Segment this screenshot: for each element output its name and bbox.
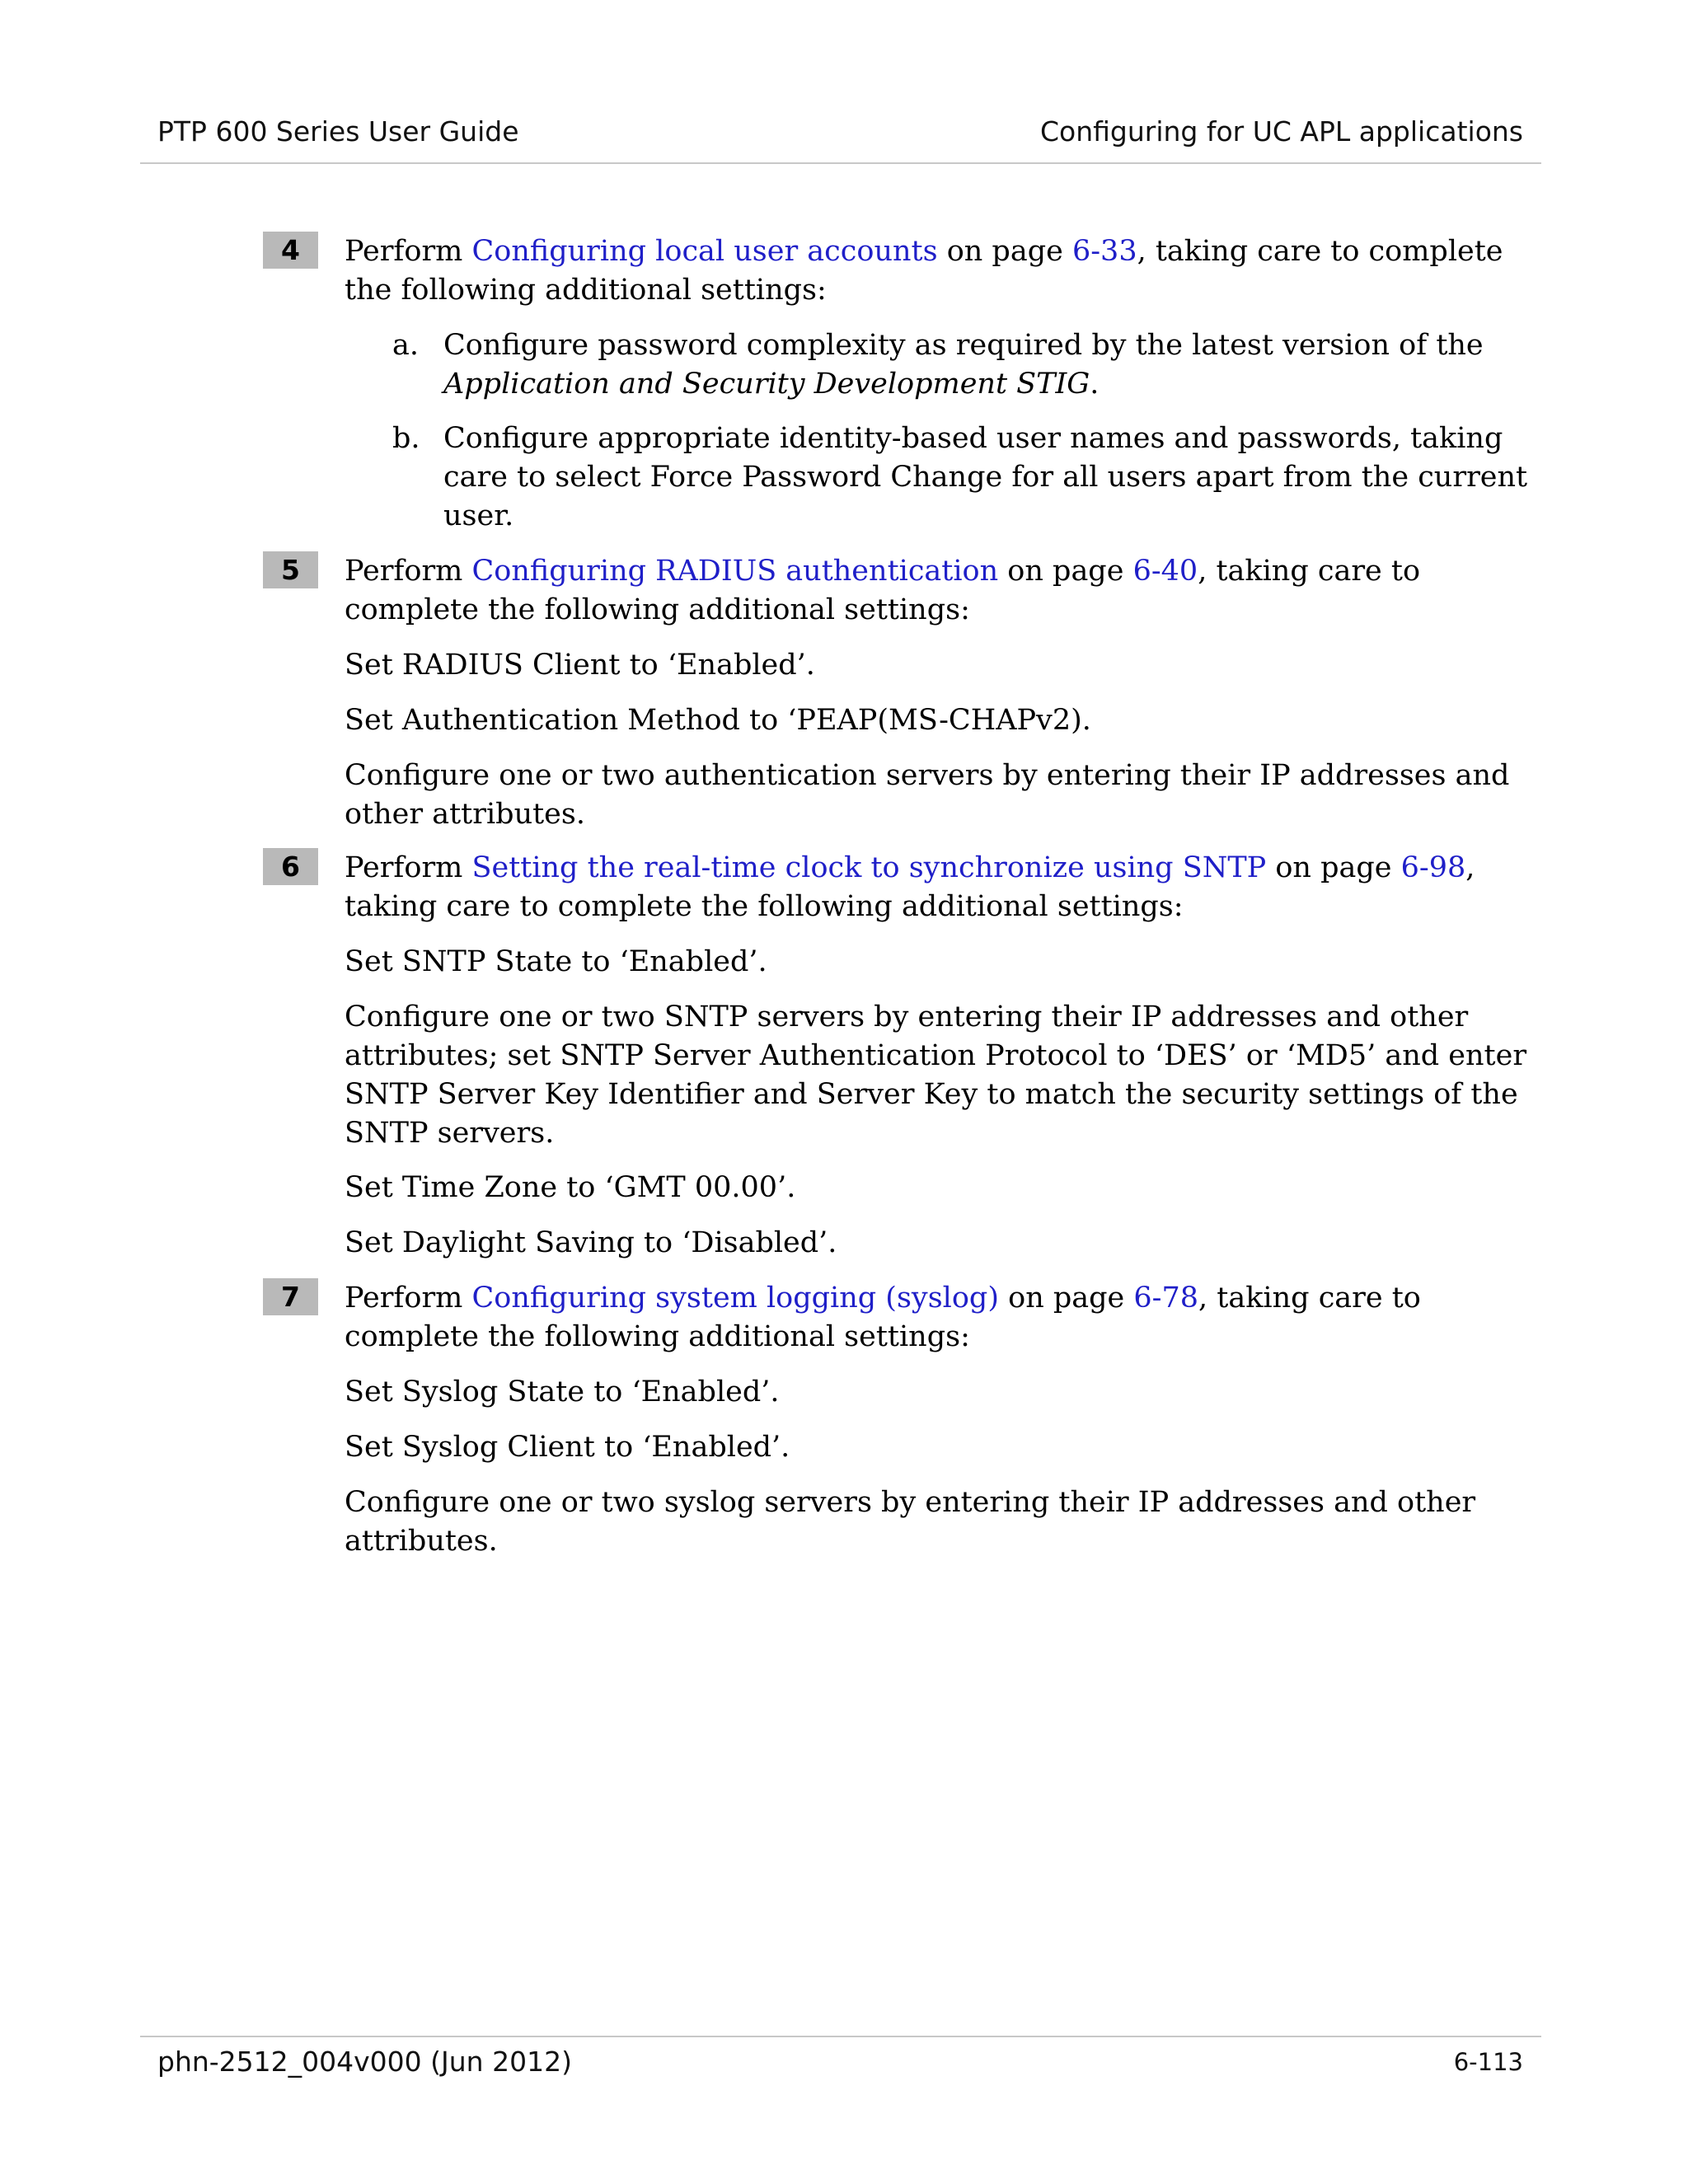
link-setting-real-time-clock-sntp[interactable]: Setting the real-time clock to synchronize using SNTP <box>471 851 1267 884</box>
step-5-setting: Configure one or two authentication servers by entering their IP addresses and other attributes. <box>345 759 1510 831</box>
step-5-setting: Set RADIUS Client to ‘Enabled’. <box>345 649 815 682</box>
step-7-setting: Configure one or two syslog servers by entering their IP addresses and other attributes. <box>345 1486 1476 1558</box>
step-6-intro: Perform Setting the real-time clock to synchronize using SNTP on page 6-98, taking care to complete the following additional settings: <box>345 851 1475 923</box>
running-header-title: PTP 600 Series User Guide <box>157 115 519 148</box>
list-marker-a: a. <box>392 329 419 362</box>
link-configuring-local-user-accounts[interactable]: Configuring local user accounts <box>471 235 938 268</box>
running-header-section: Configuring for UC APL applications <box>1039 115 1523 148</box>
page-link-6-40[interactable]: 6-40 <box>1132 555 1198 588</box>
step-6-setting: Configure one or two SNTP servers by entering their IP addresses and other attributes; set SNTP Server Authentication Protocol to ‘DES’ or ‘MD5’ and enter SNTP Server Key Identifier and Server Key to match the security settings of the SNTP servers. <box>345 1001 1527 1150</box>
page-number: 6-113 <box>1453 2048 1523 2076</box>
step-7-setting: Set Syslog Client to ‘Enabled’. <box>345 1431 790 1464</box>
page-link-6-98[interactable]: 6-98 <box>1400 851 1466 884</box>
link-configuring-radius-authentication[interactable]: Configuring RADIUS authentication <box>471 555 999 588</box>
page-link-6-33[interactable]: 6-33 <box>1071 235 1137 268</box>
link-configuring-system-logging[interactable]: Configuring system logging (syslog) <box>471 1282 999 1315</box>
step-6-setting: Set SNTP State to ‘Enabled’. <box>345 945 767 978</box>
step-number-badge: 6 <box>263 848 318 885</box>
step-5-intro: Perform Configuring RADIUS authentication on page 6-40, taking care to complete the following additional settings: <box>345 555 1421 626</box>
step-7-setting: Set Syslog State to ‘Enabled’. <box>345 1376 780 1408</box>
step-5-setting: Set Authentication Method to ‘PEAP(MS-CHAPv2). <box>345 704 1091 737</box>
step-7-intro: Perform Configuring system logging (syslog) on page 6-78, taking care to complete the following additional settings: <box>345 1282 1421 1353</box>
step-number-badge: 5 <box>263 551 318 588</box>
step-4-item-a: Configure password complexity as required by the latest version of the Application and Security Development STIG. <box>443 329 1484 401</box>
step-6-setting: Set Daylight Saving to ‘Disabled’. <box>345 1226 837 1259</box>
step-6-setting: Set Time Zone to ‘GMT 00.00’. <box>345 1171 796 1204</box>
header-rule <box>140 162 1541 164</box>
step-number-badge: 7 <box>263 1278 318 1315</box>
footer-rule <box>140 2036 1541 2037</box>
step-number-badge: 4 <box>263 232 318 269</box>
step-4-item-b: Configure appropriate identity-based user names and passwords, taking care to select Force Password Change for all users apart from the current user. <box>443 422 1528 532</box>
list-marker-b: b. <box>392 422 420 455</box>
document-title-stig: Application and Security Development STIG <box>443 368 1090 401</box>
step-4-intro: Perform Configuring local user accounts on page 6-33, taking care to complete the following additional settings: <box>345 235 1503 307</box>
document-id: phn-2512_004v000 (Jun 2012) <box>157 2046 572 2078</box>
page-link-6-78[interactable]: 6-78 <box>1133 1282 1199 1315</box>
